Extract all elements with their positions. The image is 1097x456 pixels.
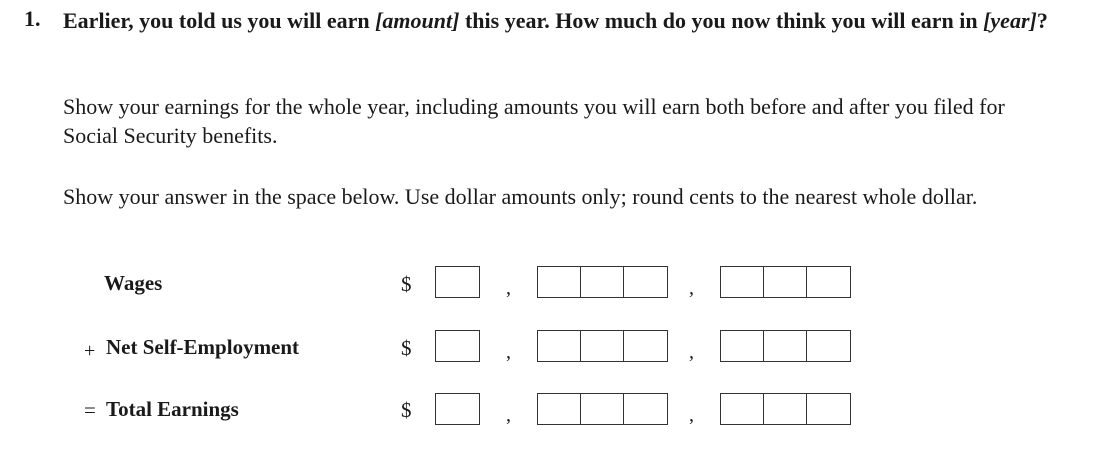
digit-box[interactable] <box>436 267 479 297</box>
digit-box[interactable] <box>436 331 479 361</box>
question-number: 1. <box>24 6 41 31</box>
self-employment-box-group-2[interactable] <box>537 330 668 362</box>
amount-placeholder: [amount] <box>375 8 460 33</box>
total-earnings-box-group-1[interactable] <box>435 393 480 425</box>
digit-box[interactable] <box>721 394 764 424</box>
digit-box[interactable] <box>436 394 479 424</box>
plus-sign: + <box>84 340 96 362</box>
digit-box[interactable] <box>581 331 624 361</box>
self-employment-comma-1: , <box>506 341 511 363</box>
self-employment-label: Net Self-Employment <box>106 335 300 359</box>
self-employment-box-group-1[interactable] <box>435 330 480 362</box>
digit-box[interactable] <box>581 394 624 424</box>
digit-box[interactable] <box>764 267 807 297</box>
total-earnings-comma-1: , <box>506 404 511 426</box>
wages-box-group-2[interactable] <box>537 266 668 298</box>
self-employment-comma-2: , <box>689 341 694 363</box>
total-earnings-box-group-3[interactable] <box>720 393 851 425</box>
digit-box[interactable] <box>807 267 850 297</box>
digit-box[interactable] <box>624 331 667 361</box>
instruction-paragraph-1: Show your earnings for the whole year, including amounts you will earn both before and after you filed for Social Security benefits. <box>63 94 1005 148</box>
digit-box[interactable] <box>807 394 850 424</box>
year-placeholder: [year] <box>983 8 1037 33</box>
digit-box[interactable] <box>538 331 581 361</box>
digit-box[interactable] <box>624 394 667 424</box>
digit-box[interactable] <box>721 331 764 361</box>
wages-box-group-3[interactable] <box>720 266 851 298</box>
digit-box[interactable] <box>538 394 581 424</box>
digit-box[interactable] <box>538 267 581 297</box>
wages-dollar-sign: $ <box>401 272 412 296</box>
question-text-part1: Earlier, you told us you will earn <box>63 8 376 33</box>
total-earnings-label: Total Earnings <box>106 397 239 421</box>
self-employment-box-group-3[interactable] <box>720 330 851 362</box>
wages-box-group-1[interactable] <box>435 266 480 298</box>
digit-box[interactable] <box>624 267 667 297</box>
digit-box[interactable] <box>581 267 624 297</box>
equals-sign: = <box>84 398 96 422</box>
total-earnings-dollar-sign: $ <box>401 398 412 422</box>
total-earnings-comma-2: , <box>689 404 694 426</box>
wages-comma-2: , <box>689 277 694 299</box>
question-text <box>63 6 1073 35</box>
digit-box[interactable] <box>764 394 807 424</box>
question-text-part2: this year. How much do you now think you will earn in <box>459 8 984 33</box>
digit-box[interactable] <box>764 331 807 361</box>
instruction-paragraph-2: Show your answer in the space below. Use dollar amounts only; round cents to the nearest whole dollar. <box>63 184 978 209</box>
digit-box[interactable] <box>721 267 764 297</box>
total-earnings-box-group-2[interactable] <box>537 393 668 425</box>
question-text-part3: ? <box>1036 8 1048 33</box>
digit-box[interactable] <box>807 331 850 361</box>
wages-label: Wages <box>104 271 163 295</box>
self-employment-dollar-sign: $ <box>401 336 412 360</box>
wages-comma-1: , <box>506 277 511 299</box>
